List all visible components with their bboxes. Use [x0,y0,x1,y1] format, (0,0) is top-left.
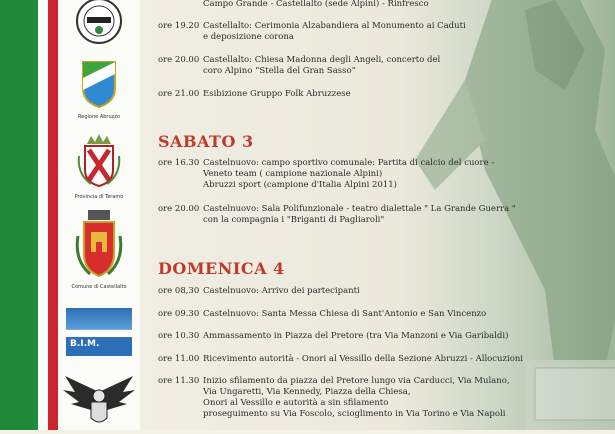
event-description: Inizio sfilamento da piazza del Pretore lungo via Carducci, Via Mulano, Via Ungaretti, Via Kennedy, Piazza della Chiesa, Onori al Vessillo e autorità a sin sfilamento proseguimento su Via Foscolo, scioglimento in Via Torino e Via Napoli [203,376,510,419]
event-time: ore 19.20 [158,21,200,31]
logo-caption: Regione Abruzzo [78,114,120,120]
event-time: ore 20.00 [158,55,200,65]
event-time: ore 20.00 [158,204,200,214]
bim-logo [58,308,140,356]
program-content [140,0,615,430]
regione-abruzzo-logo [58,60,140,120]
logo-caption: Comune di Castellalto [71,284,127,290]
event-time: ore 10.30 [158,331,200,341]
provincia-teramo-logo [58,134,140,200]
event-time: ore 16.30 [158,158,200,168]
bim-emblem-icon [66,308,132,356]
day-title-saturday: SABATO 3 [158,132,254,151]
day-title-sunday: DOMENICA 4 [158,259,285,278]
sponsor-logo-column [58,0,140,430]
volontariato-logo [58,0,140,50]
event-description: Castelnuovo: Santa Messa Chiesa di Sant'Antonio e San Vincenzo [203,309,487,319]
event-time: ore 09.30 [158,309,200,319]
flag-stripe-green [0,0,38,430]
event-description: Castelnuovo: Arrivo dei partecipanti [203,286,360,296]
eagle-emblem-icon [61,372,137,430]
event-description: Castellalto: Cerimonia Alzabandiera al Monumento ai Caduti e deposizione corona [203,21,466,42]
flag-stripe-red [48,0,58,430]
flag-stripe-white [38,0,48,430]
event-description: Castellalto: Chiesa Madonna degli Angeli, concerto del coro Alpino “Stella del Gran Sasso” [203,55,441,76]
event-description: Esibizione Gruppo Folk Abruzzese [203,89,351,99]
event-time: ore 11.00 [158,354,200,364]
event-description: Castelnuovo: campo sportivo comunale: Partita di calcio del cuore - Veneto team ( campione nazionale Alpini) Abruzzi sport (campione d'Italia Alpini 2011) [203,158,495,190]
comune-castellalto-logo [58,210,140,290]
eagle-logo [58,372,140,434]
event-time: ore 11.30 [158,376,200,386]
event-description: Campo Grande - Castellalto (sede Alpini) - Rinfresco [203,0,429,9]
logo-caption: Provincia di Teramo [74,194,124,200]
comune-crest-icon [74,210,124,278]
program-panel [140,0,615,430]
event-time: ore 21.00 [158,89,200,99]
event-description: Ammassamento in Piazza del Pretore (tra Via Manzoni e Via Garibaldi) [203,331,509,341]
event-description: Castelnuovo: Sala Polifunzionale - teatro dialettale " La Grande Guerra " con la compagnia i "Briganti di Pagliaroli" [203,204,516,225]
provincia-crest-icon [77,134,121,188]
regione-shield-icon [79,60,119,108]
volontariato-emblem-icon [72,0,126,46]
bim-label: B.I.M. [70,339,100,349]
event-description: Ricevimento autorità - Onori al Vessillo della Sezione Abruzzi - Allocuzioni [203,354,524,364]
event-time: ore 08,30 [158,286,200,296]
